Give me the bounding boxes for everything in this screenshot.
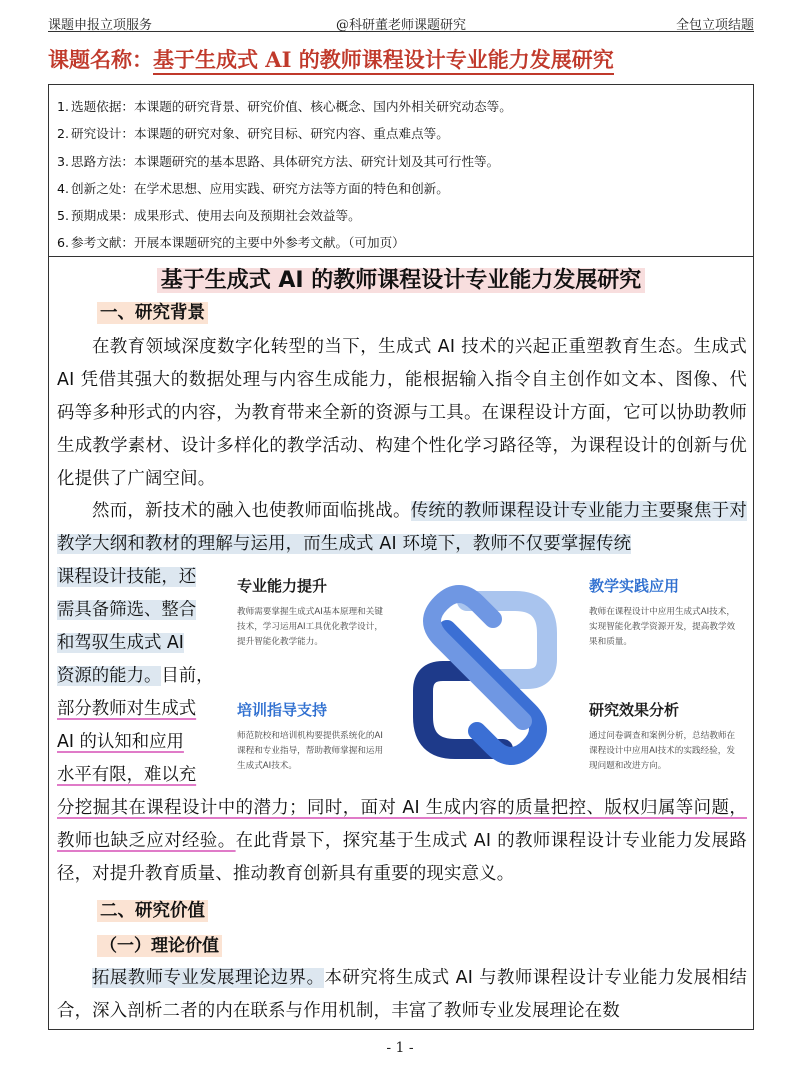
outline-item: 1. 选题依据：本课题的研究背景、研究价值、核心概念、国内外相关研究动态等。: [57, 99, 512, 114]
page-header: [48, 10, 754, 32]
wrap-line: 部分教师对生成式: [57, 699, 197, 719]
interlocked-link-icon: [397, 567, 573, 783]
infographic-desc: 师范院校和培训机构要提供系统化的AI课程和专业指导，帮助教师掌握和运用生成式AI技术。: [237, 731, 384, 771]
outline-item: 3. 思路方法：本课题研究的基本思路、具体研究方法、研究计划及其可行性等。: [57, 153, 500, 169]
document-title-label: 课题名称：: [48, 47, 153, 72]
content-box: [48, 84, 754, 1030]
wrap-line: 资源的能力。目前，: [57, 666, 214, 686]
outline-item: 4. 创新之处：在学术思想、应用实践、研究方法等方面的特色和创新。: [57, 180, 449, 196]
outline-section: [49, 85, 753, 257]
document-title-name: 基于生成式 AI 的教师课程设计专业能力发展研究: [153, 47, 614, 75]
header-center-text: @科研董老师课题研究: [335, 18, 466, 33]
document-body: [49, 257, 753, 1029]
header-right-text: 全包立项结题: [675, 18, 754, 33]
page-number: - 1 -: [386, 1040, 414, 1056]
subsection-heading-theory: （一）理论价值: [97, 931, 222, 956]
paragraph-background-2: 然而，新技术的融入也使教师面临挑战。传统的教师课程设计专业能力主要聚焦于对教学大纲和教材的理解与运用，而生成式 AI 环境下，教师不仅要掌握传统: [57, 501, 747, 554]
highlighted-text: 传统的教师课程设计专业能力主要聚焦于对教学大纲和教材的理解与运用，而生成式 AI 环境下，教师不仅要掌握传统: [57, 501, 747, 554]
infographic-desc: 通过问卷调查和案例分析，总结教师在课程设计中应用AI技术的实践经验，发现问题和改进方向。: [589, 731, 736, 771]
outline-item: 2. 研究设计：本课题的研究对象、研究目标、研究内容、重点难点等。: [57, 126, 449, 142]
wrap-line: AI 的认知和应用: [57, 732, 184, 752]
paragraph-background-1: 在教育领域深度数字化转型的当下，生成式 AI 技术的兴起正重塑教育生态。生成式 AI 凭借其强大的数据处理与内容生成能力，能根据输入指令自主创作如文本、图像、代码等多种形式的内容，为教育带来全新的资源与工具。在课程设计方面，它可以协助教师生成教学素材、设计多样化的教学活动、构建个性化学习路径等，为课程设计的创新与优化提供了广阔空间。: [57, 337, 747, 489]
infographic-desc: 教师在课程设计中应用生成式AI技术，实现智能化教学资源开发，提高教学效果和质量。: [589, 607, 736, 647]
paragraph-theory: 拓展教师专业发展理论边界。本研究将生成式 AI 与教师课程设计专业能力发展相结合，深入剖析二者的内在联系与作用机制，丰富了教师专业发展理论在数: [57, 968, 747, 1021]
outline-item: 6. 参考文献：开展本课题研究的主要中外参考文献。（可加页）: [57, 235, 405, 251]
infographic-desc: 教师需要掌握生成式AI基本原理和关键技术，学习运用AI工具优化教学设计，提升智能化教学能力。: [237, 607, 383, 647]
main-title: 基于生成式 AI 的教师课程设计专业能力发展研究: [49, 263, 753, 294]
document-title: [48, 44, 614, 74]
infographic-title: 培训指导支持: [237, 701, 328, 719]
wrap-line: 课程设计技能，还: [57, 567, 197, 587]
section-heading-value: 二、研究价值: [97, 897, 208, 922]
outline-item: 5. 预期成果：成果形式、使用去向及预期社会效益等。: [57, 208, 361, 224]
wrap-line: 需具备筛选、整合: [57, 600, 197, 620]
infographic-title: 教学实践应用: [589, 577, 680, 595]
wrap-line: 和驾驭生成式 AI: [57, 633, 184, 653]
section-heading-background: 一、研究背景: [97, 299, 208, 324]
infographic: [229, 561, 749, 791]
infographic-title: 专业能力提升: [237, 577, 328, 595]
wrap-line: 水平有限，难以充: [57, 765, 197, 785]
header-left-text: 课题申报立项服务: [48, 18, 153, 33]
paragraph-background-3: 分挖掘其在课程设计中的潜力；同时，面对 AI 生成内容的质量把控、版权归属等问题，教师也缺乏应对经验。在此背景下，探究基于生成式 AI 的教师课程设计专业能力发展路径，对提升教育质量、推动教育创新具有重要的现实意义。: [57, 798, 747, 884]
infographic-title: 研究效果分析: [589, 701, 680, 719]
